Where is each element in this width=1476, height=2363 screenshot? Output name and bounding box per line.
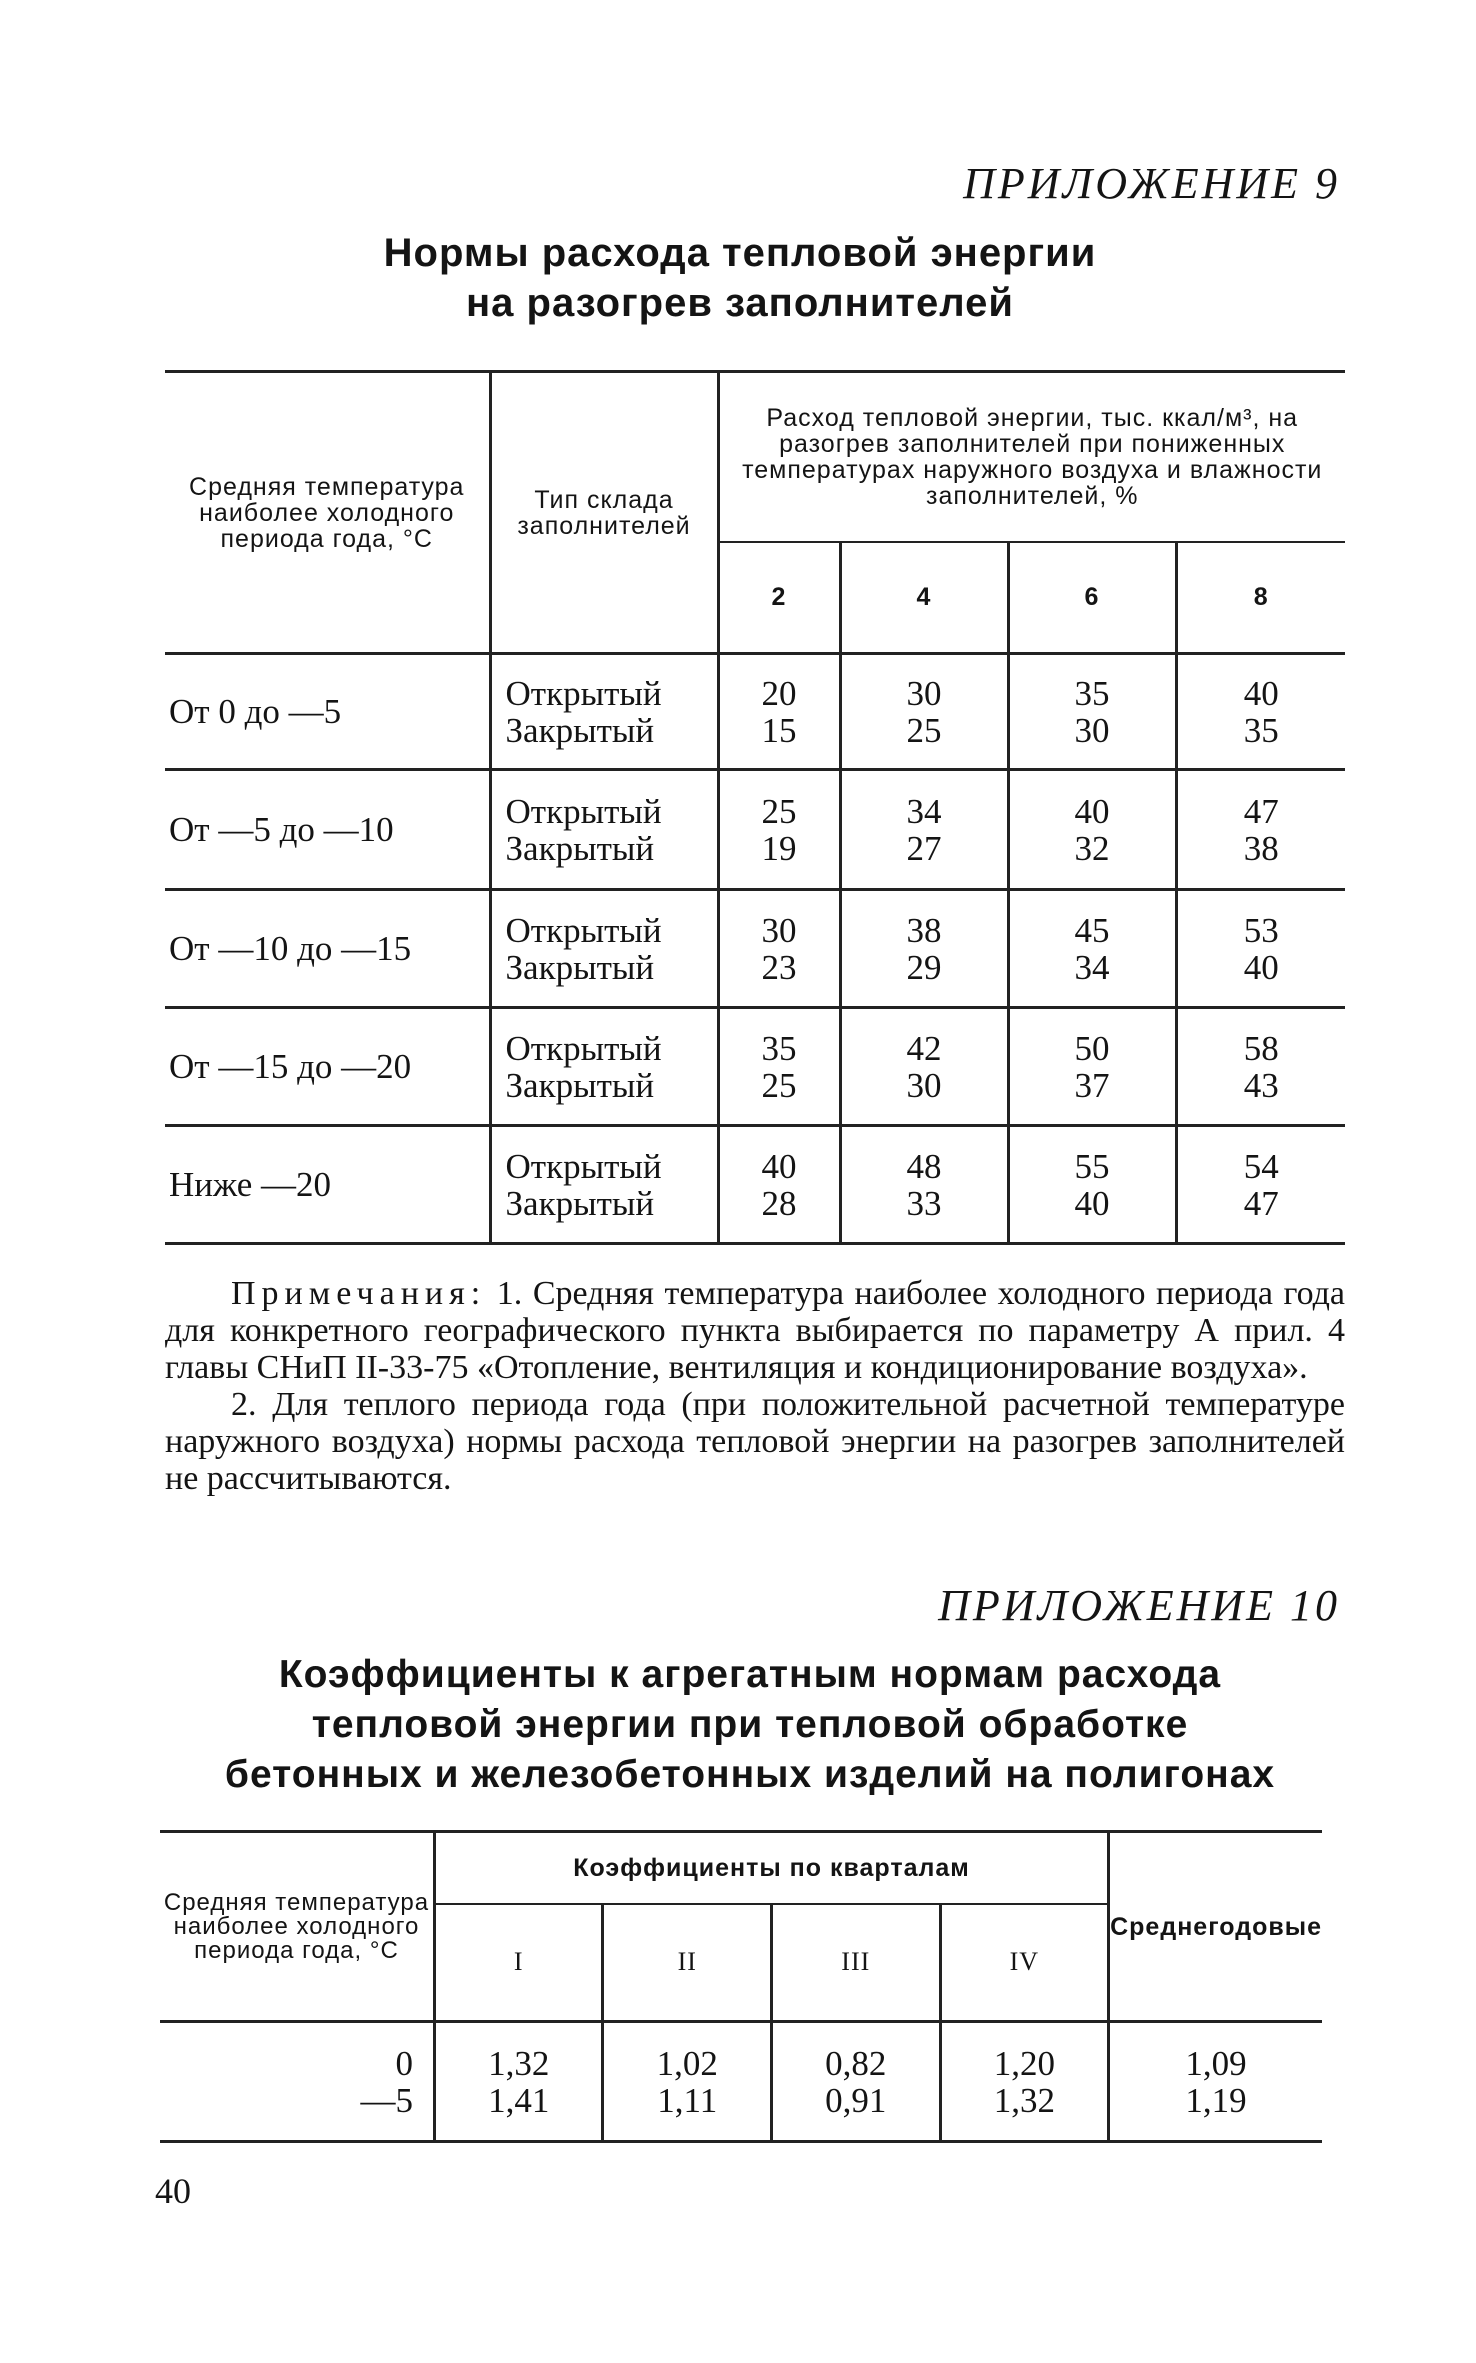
table-row bbox=[165, 770, 1345, 890]
value-cell: 35 bbox=[1243, 710, 1279, 750]
value-cell: 40 bbox=[761, 1146, 797, 1186]
quarter-1-header: I bbox=[434, 1904, 603, 2022]
value-cell: 30 bbox=[1074, 710, 1110, 750]
avg-value: 1,19 bbox=[1185, 2080, 1247, 2120]
value-cell: 30 bbox=[906, 673, 942, 713]
appendix-9-title bbox=[300, 228, 1180, 328]
appendix-9-notes bbox=[165, 1275, 1345, 1497]
col-storage-type-header: Тип склада заполнителей bbox=[490, 372, 718, 654]
temp-range: Ниже —20 bbox=[165, 1126, 490, 1244]
temp-range: От —15 до —20 bbox=[165, 1008, 490, 1126]
value-cell: 37 bbox=[1074, 1065, 1110, 1105]
appendix-10-title-line2: тепловой энергии при тепловой обработке bbox=[311, 1703, 1189, 1746]
value-cell: 0,91 bbox=[825, 2080, 887, 2120]
value-cell: 1,41 bbox=[488, 2080, 550, 2120]
storage-closed: Закрытый bbox=[505, 828, 655, 868]
table-row bbox=[165, 890, 1345, 1008]
value-cell: 58 bbox=[1243, 1028, 1279, 1068]
quarter-2-header: II bbox=[603, 1904, 772, 2022]
table-row bbox=[165, 1008, 1345, 1126]
value-cell: 40 bbox=[1243, 947, 1279, 987]
table-row bbox=[165, 1126, 1345, 1244]
quarter-4-header: IV bbox=[940, 1904, 1109, 2022]
appendix-10-label: ПРИЛОЖЕНИЕ 10 bbox=[938, 1581, 1340, 1630]
appendix-9-title-line2: на разогрев заполнителей bbox=[466, 281, 1014, 325]
col-avg-header: Среднегодовые bbox=[1109, 1832, 1322, 2022]
value-cell: 55 bbox=[1074, 1146, 1110, 1186]
value-cell: 35 bbox=[761, 1028, 797, 1068]
moisture-8-header: 8 bbox=[1176, 542, 1345, 654]
value-cell: 50 bbox=[1074, 1028, 1110, 1068]
appendix-9-label: ПРИЛОЖЕНИЕ 9 bbox=[963, 159, 1340, 208]
appendix-10-title-line3: бетонных и железобетонных изделий на полигонах bbox=[224, 1753, 1276, 1796]
temp-value: 0 bbox=[395, 2043, 413, 2083]
appendix-9-title-line1: Нормы расхода тепловой энергии bbox=[383, 231, 1097, 275]
value-cell: 15 bbox=[761, 710, 797, 750]
note-1: 1. Средняя температура наиболее холодного периода года для конкретного географического пункта выбирается по параметру А прил. 4 главы СНиП II-33-75 «Отопление, вентиляция и кондиционирование воздуха». bbox=[165, 1275, 1345, 1386]
value-cell: 20 bbox=[761, 673, 797, 713]
appendix-10-title bbox=[160, 1650, 1340, 1800]
value-cell: 1,20 bbox=[993, 2043, 1055, 2083]
avg-value: 1,09 bbox=[1185, 2043, 1247, 2083]
value-cell: 1,32 bbox=[993, 2080, 1055, 2120]
value-cell: 47 bbox=[1243, 791, 1279, 831]
storage-open: Открытый bbox=[505, 910, 662, 950]
moisture-2-header: 2 bbox=[718, 542, 840, 654]
value-cell: 32 bbox=[1074, 828, 1110, 868]
temp-value: —5 bbox=[360, 2080, 413, 2120]
value-cell: 34 bbox=[1074, 947, 1110, 987]
storage-closed: Закрытый bbox=[505, 1183, 655, 1223]
value-cell: 43 bbox=[1243, 1065, 1279, 1105]
value-cell: 53 bbox=[1243, 910, 1279, 950]
value-cell: 38 bbox=[906, 910, 942, 950]
value-cell: 19 bbox=[761, 828, 797, 868]
value-cell: 38 bbox=[1243, 828, 1279, 868]
value-cell: 42 bbox=[906, 1028, 942, 1068]
value-cell: 40 bbox=[1243, 673, 1279, 713]
value-cell: 40 bbox=[1074, 791, 1110, 831]
page-number: 40 bbox=[155, 2171, 191, 2211]
value-cell: 30 bbox=[906, 1065, 942, 1105]
value-cell: 23 bbox=[761, 947, 797, 987]
value-cell: 54 bbox=[1243, 1146, 1279, 1186]
value-cell: 25 bbox=[761, 1065, 797, 1105]
heat-consumption-group-header: Расход тепловой энергии, тыс. ккал/м³, на разогрев заполнителей при пониженных температурах наружного воздуха и влажности заполнителей, % bbox=[718, 372, 1345, 542]
value-cell: 0,82 bbox=[825, 2043, 887, 2083]
value-cell: 47 bbox=[1243, 1183, 1279, 1223]
value-cell: 48 bbox=[906, 1146, 942, 1186]
temp-range: От —5 до —10 bbox=[165, 770, 490, 890]
value-cell: 40 bbox=[1074, 1183, 1110, 1223]
appendix-10-title-line1: Коэффициенты к агрегатным нормам расхода bbox=[278, 1653, 1222, 1696]
storage-open: Открытый bbox=[505, 673, 662, 713]
value-cell: 25 bbox=[761, 791, 797, 831]
temp-range: От —10 до —15 bbox=[165, 890, 490, 1008]
table-row bbox=[165, 654, 1345, 770]
moisture-4-header: 4 bbox=[840, 542, 1008, 654]
table-row bbox=[160, 2022, 1322, 2142]
storage-open: Открытый bbox=[505, 1146, 662, 1186]
col-temp-header: Средняя температура наиболее холодного периода года, °С bbox=[160, 1832, 434, 2022]
note-2: 2. Для теплого периода года (при положительной расчетной температуре наружного воздуха) нормы расхода тепловой энергии на разогрев заполнителей не рассчитываются. bbox=[165, 1386, 1345, 1497]
value-cell: 29 bbox=[906, 947, 942, 987]
temp-range: От 0 до —5 bbox=[165, 654, 490, 770]
quarter-3-header: III bbox=[772, 1904, 941, 2022]
value-cell: 34 bbox=[906, 791, 942, 831]
storage-closed: Закрытый bbox=[505, 710, 655, 750]
moisture-6-header: 6 bbox=[1008, 542, 1176, 654]
storage-open: Открытый bbox=[505, 1028, 662, 1068]
value-cell: 1,02 bbox=[656, 2043, 718, 2083]
storage-closed: Закрытый bbox=[505, 1065, 655, 1105]
heat-consumption-table bbox=[165, 370, 1345, 1245]
value-cell: 30 bbox=[761, 910, 797, 950]
col-temp-header: Средняя температура наиболее холодного периода года, °С bbox=[165, 372, 490, 654]
value-cell: 33 bbox=[906, 1183, 942, 1223]
value-cell: 45 bbox=[1074, 910, 1110, 950]
value-cell: 27 bbox=[906, 828, 942, 868]
value-cell: 1,32 bbox=[488, 2043, 550, 2083]
quarters-group-header: Коэффициенты по кварталам bbox=[434, 1832, 1108, 1904]
value-cell: 1,11 bbox=[657, 2080, 718, 2120]
value-cell: 28 bbox=[761, 1183, 797, 1223]
coefficients-table bbox=[160, 1830, 1322, 2143]
notes-label: Примечания: bbox=[231, 1275, 487, 1312]
storage-closed: Закрытый bbox=[505, 947, 655, 987]
value-cell: 25 bbox=[906, 710, 942, 750]
value-cell: 35 bbox=[1074, 673, 1110, 713]
storage-open: Открытый bbox=[505, 791, 662, 831]
